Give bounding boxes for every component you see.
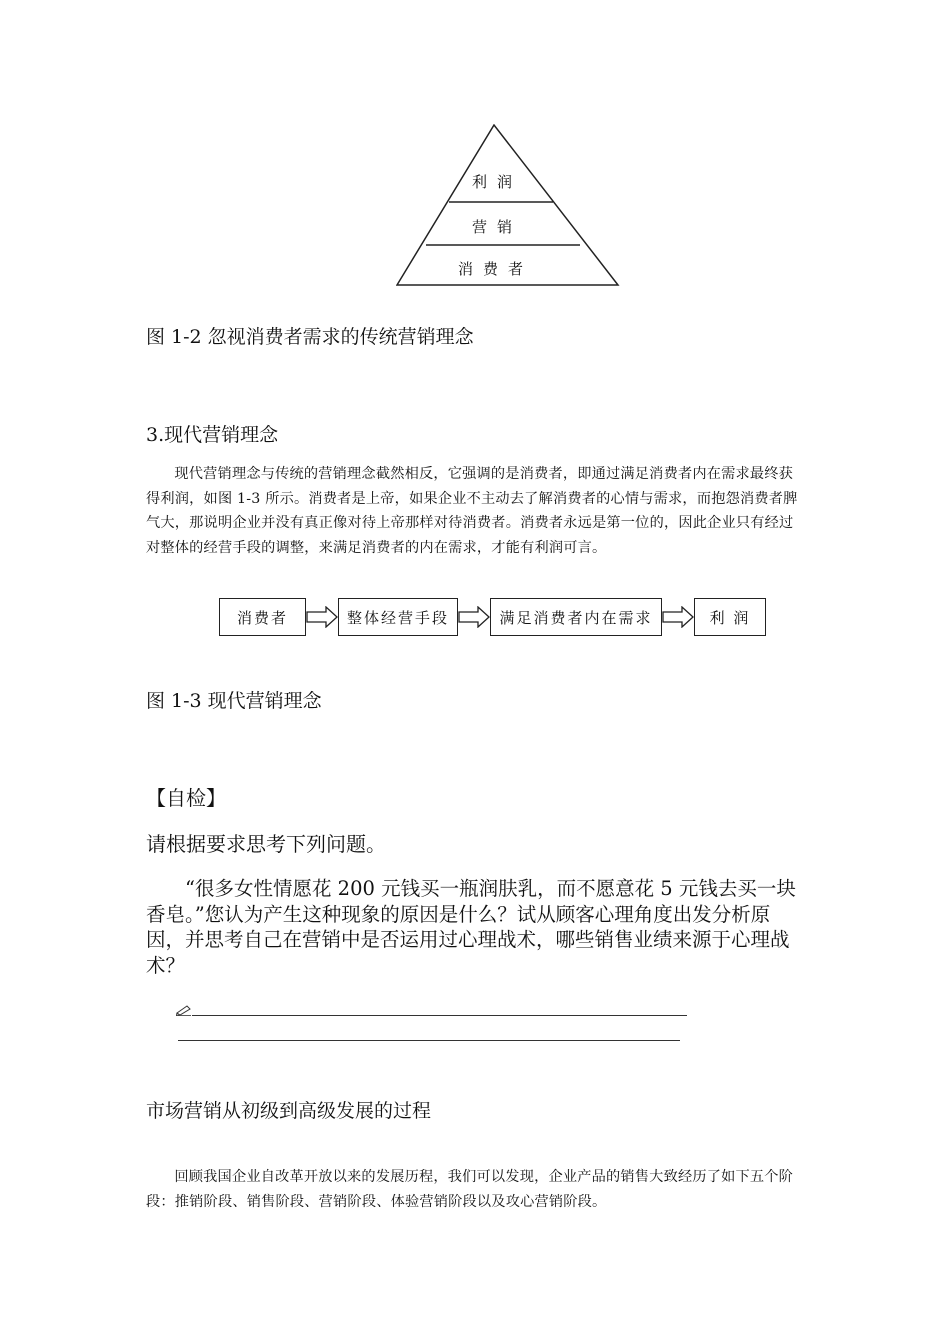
section-3-heading: 3.现代营销理念 xyxy=(146,424,279,446)
flow-arrow-icon xyxy=(458,606,490,628)
flow-arrow-icon xyxy=(662,606,694,628)
pyramid-level-consumer: 消费者 xyxy=(458,260,534,278)
self-check-heading: 【自检】 xyxy=(146,786,226,810)
flow-step-management: 整体经营手段 xyxy=(338,598,458,636)
pyramid-figure xyxy=(396,124,620,288)
self-check-question: “很多女性情愿花 200 元钱买一瓶润肤乳，而不愿意花 5 元钱去买一块香皂。”您认为产生这种现象的原因是什么？试从顾客心理角度出发分析原因，并思考自己在营销中是否运用过心理战术，哪些销售业绩来源于心理战术？ xyxy=(146,877,796,977)
pyramid-level-marketing: 营销 xyxy=(472,218,523,236)
answer-line[interactable] xyxy=(192,1015,687,1016)
market-section-heading: 市场营销从初级到高级发展的过程 xyxy=(146,1100,432,1122)
flow-step-profit: 利 润 xyxy=(694,598,766,636)
market-section-paragraph: 回顾我国企业自改革开放以来的发展历程，我们可以发现，企业产品的销售大致经历了如下五个阶段：推销阶段、销售阶段、营销阶段、体验营销阶段以及攻心营销阶段。 xyxy=(146,1169,794,1210)
self-check-instruction: 请根据要求思考下列问题。 xyxy=(146,832,386,856)
flow-step-satisfy-needs: 满足消费者内在需求 xyxy=(490,598,662,636)
pencil-icon xyxy=(176,1004,192,1016)
flow-arrow-icon xyxy=(306,606,338,628)
answer-line[interactable] xyxy=(178,1040,680,1041)
figure-1-3-caption: 图 1-3 现代营销理念 xyxy=(146,690,322,712)
flow-step-consumer: 消费者 xyxy=(219,598,306,636)
section-3-paragraph: 现代营销理念与传统的营销理念截然相反，它强调的是消费者，即通过满足消费者内在需求最终获得利润，如图 1-3 所示。消费者是上帝，如果企业不主动去了解消费者的心情与需求，而抱怨消费者脾气大，那说明企业并没有真正像对待上帝那样对待消费者。消费者永远是第一位的，因此企业只有经过对整体的经营手段的调整，来满足消费者的内在需求，才能有利润可言。 xyxy=(146,466,798,556)
pyramid-level-profit: 利润 xyxy=(472,173,523,191)
figure-1-2-caption: 图 1-2 忽视消费者需求的传统营销理念 xyxy=(146,326,474,348)
